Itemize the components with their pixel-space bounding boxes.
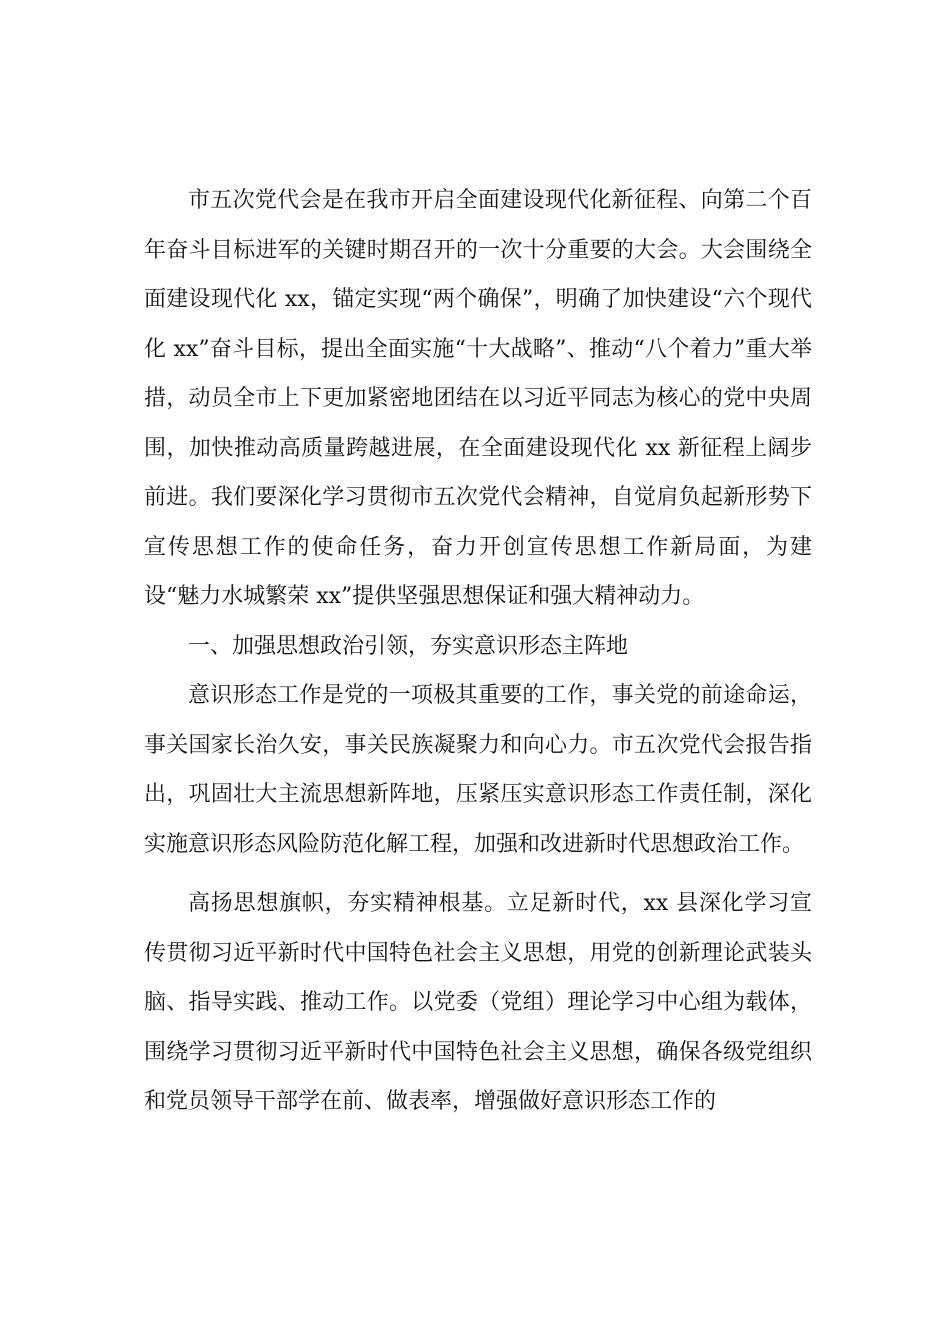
paragraph-thought-banner: 高扬思想旗帜，夯实精神根基。立足新时代，xx 县深化学习宣传贯彻习近平新时代中国特色社会主义思想，用党的创新理论武装头脑、指导实践、推动工作。以党委（党组）理论学习中心组为载体，围绕学习贯彻习近平新时代中国特色社会主义思想，确保各级党组织和党员领导干部学在前、做表率，增强做好意识形态工作的 xyxy=(144,891,812,1114)
document-body xyxy=(144,176,812,1127)
section-heading-1: 一、加强思想政治引领，夯实意识形态主阵地 xyxy=(188,633,629,659)
paragraph-ideology: 意识形态工作是党的一项极其重要的工作，事关党的前途命运，事关国家长治久安，事关民族凝聚力和向心力。市五次党代会报告指出，巩固壮大主流思想新阵地，压紧压实意识形态工作责任制，深化实施意识形态风险防范化解工程，加强和改进新时代思想政治工作。 xyxy=(144,683,812,857)
paragraph-intro: 市五次党代会是在我市开启全面建设现代化新征程、向第二个百年奋斗目标进军的关键时期召开的一次十分重要的大会。大会围绕全面建设现代化 xx，锚定实现“两个确保”，明确了加快建设“六个现代化 xx”奋斗目标，提出全面实施“十大战略”、推动“八个着力”重大举措，动员全市上下更加紧密地团结在以习近平同志为核心的党中央周围，加快推动高质量跨越进展，在全面建设现代化 xx 新征程上阔步前进。我们要深化学习贯彻市五次党代会精神，自觉肩负起新形势下宣传思想工作的使命任务，奋力开创宣传思想工作新局面，为建设“魅力水城繁荣 xx”提供坚强思想保证和强大精神动力。 xyxy=(144,188,812,609)
